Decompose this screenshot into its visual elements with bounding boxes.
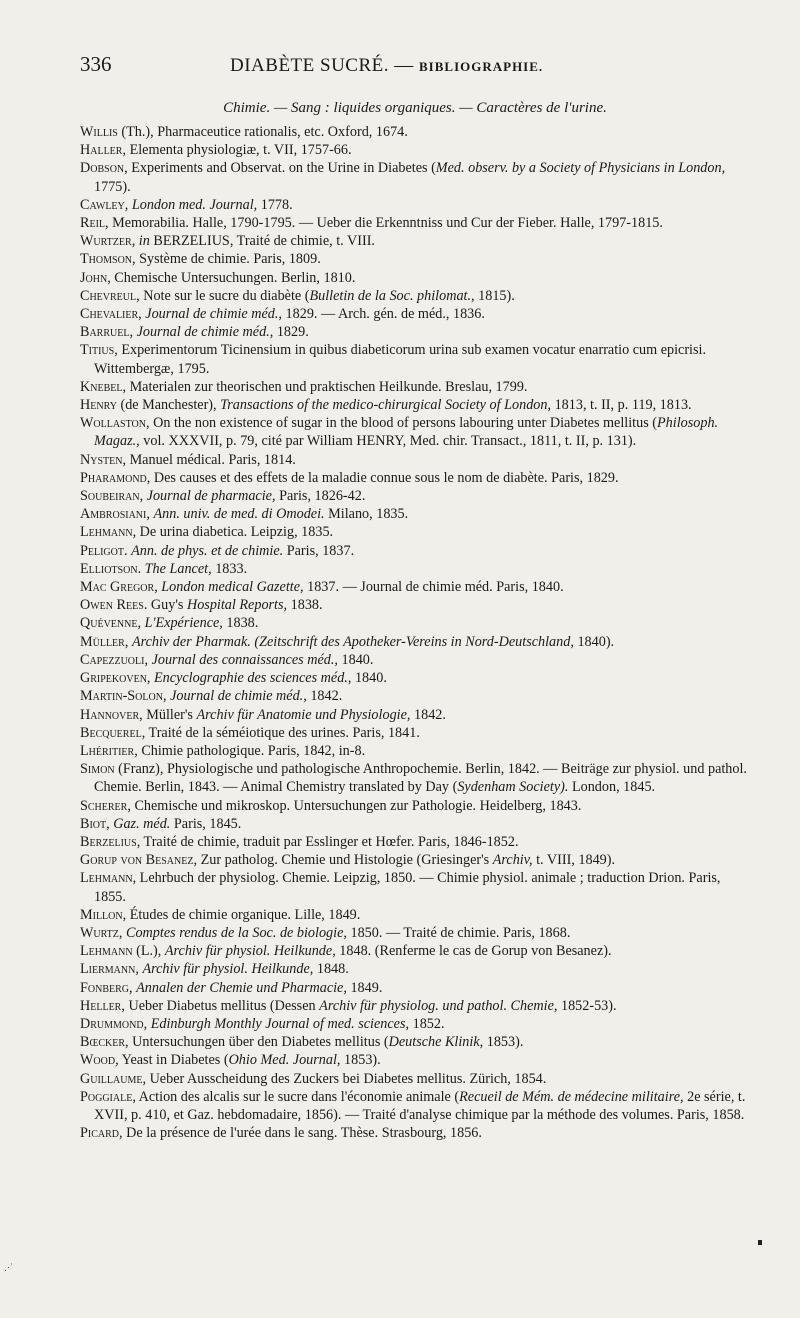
entry-text-continued: 1848. (Renferme le cas de Gorup von Besanez). [335, 943, 612, 960]
entry-author: Wurtzer [80, 233, 132, 250]
entry-author: Heller [80, 997, 122, 1014]
entry-journal-title: Deutsche Klinik, [388, 1034, 484, 1051]
entry-journal-title: Archiv für physiol. Heilkunde, [164, 943, 336, 960]
entry-author: Poggiale [80, 1088, 133, 1105]
entry-author: Pharamond [80, 469, 147, 486]
entry-text: , Materialen zur theorischen und praktischen Heilkunde. Breslau, 1799. [122, 378, 528, 395]
entry-text-continued: Paris, 1826-42. [275, 488, 366, 505]
entry-text-continued: 1837. — Journal de chimie méd. Paris, 1840. [303, 579, 564, 596]
entry-text: , Traité de chimie, traduit par Esslinger et Hœfer. Paris, 1846-1852. [136, 833, 519, 850]
entry-text: , Untersuchungen über den Diabetes mellitus ( [125, 1034, 389, 1051]
bibliography-entry [80, 651, 750, 669]
bibliography-entry [80, 960, 750, 978]
entry-text: , Memorabilia. Halle, 1790-1795. — Ueber die Erkenntniss und Cur der Fieber. Halle, 1797-1815. [105, 215, 663, 232]
bibliography-entry [80, 414, 750, 450]
entry-journal-title: The Lancet, [144, 560, 212, 577]
entry-author: Gripekoven [80, 670, 147, 687]
entry-text: , De urina diabetica. Leipzig, 1835. [132, 524, 334, 541]
entry-journal-title: Ohio Med. Journal, [228, 1052, 341, 1069]
entry-text: (L.), [132, 943, 165, 960]
entry-author: Wood [80, 1052, 116, 1069]
entry-text-continued: vol. XXXVII, p. 79, cité par William HENRY, Med. chir. Transact., 1811, t. II, p. 131). [139, 433, 637, 450]
entry-journal-title: in [138, 233, 150, 250]
bibliography-entry [80, 924, 750, 942]
entry-journal-title: Archiv für Anatomie und Physiologie, [196, 706, 411, 723]
entry-text-continued: 1815). [474, 287, 515, 304]
entry-text: , [129, 324, 137, 341]
entry-text: , Elementa physiologiæ, t. VII, 1757-66. [122, 142, 352, 159]
entry-journal-title: Annalen der Chemie und Pharmacie, [136, 979, 347, 996]
bibliography-entry [80, 1070, 750, 1088]
bibliography-entry [80, 232, 750, 250]
entry-text: , Études de chimie organique. Lille, 1849. [122, 906, 361, 923]
bibliography-entry [80, 469, 750, 487]
entry-text-continued: 1842. [410, 706, 446, 723]
entry-text-continued: 1813, t. II, p. 119, 1813. [551, 397, 692, 414]
bibliography-entry [80, 851, 750, 869]
bibliography-entry [80, 1124, 750, 1142]
chapter-subtitle: BIBLIOGRAPHIE. [419, 59, 544, 74]
entry-text: . Guy's [143, 597, 187, 614]
entry-author: Titius [80, 342, 115, 359]
bibliography-entry [80, 123, 750, 141]
entry-text: , [139, 488, 147, 505]
entry-journal-title: Encyclographie des sciences méd., [154, 670, 352, 687]
entry-author: Willis [80, 124, 118, 140]
entry-text-continued: 1778. [257, 196, 293, 213]
bibliography-entry [80, 196, 750, 214]
entry-author: Owen Rees [80, 597, 144, 614]
entry-author: Müller [80, 633, 125, 650]
entry-author: Becquerel [80, 724, 142, 741]
entry-text: , Ueber Diabetus mellitus (Dessen [121, 997, 320, 1014]
entry-author: Gorup von Besanez [80, 852, 194, 869]
entry-author: Capezzuoli [80, 651, 145, 668]
bibliography-entry [80, 1088, 750, 1124]
entry-author: Lhéritier [80, 742, 135, 759]
bibliography-entry [80, 378, 750, 396]
bibliography-entry [80, 159, 750, 195]
entry-journal-title: Sydenham Society). [457, 779, 569, 796]
bibliography-entry [80, 560, 750, 578]
ink-dot-mark [758, 1240, 762, 1245]
entry-journal-title: Journal de chimie méd., [145, 306, 282, 323]
entry-text: , [143, 1015, 151, 1032]
entry-text: , De la présence de l'urée dans le sang. Thèse. Strasbourg, 1856. [119, 1125, 482, 1142]
entry-text: (Franz), Physiologische und pathologische Anthropochemie. Berlin, 1842. — Beiträge zur physiol. und pathol. Chemie. Berlin, 1843. — Animal Chemistry translated by Day ( [94, 761, 747, 796]
entry-text: , Zur patholog. Chemie und Histologie (Griesinger's [193, 852, 493, 869]
entry-text-continued: 1840. [351, 670, 387, 687]
entry-author: Cawley [80, 196, 125, 213]
bibliography-entry [80, 942, 750, 960]
entry-text-continued: 1850. — Traité de chimie. Paris, 1868. [346, 924, 571, 941]
bibliography-entry [80, 305, 750, 323]
entry-journal-title: London medical Gazette, [161, 579, 304, 596]
entry-author: Dobson [80, 160, 125, 177]
entry-text-continued: 1775). [94, 178, 131, 195]
entry-author: Haller [80, 142, 123, 159]
bibliography-entry [80, 669, 750, 687]
entry-text: , [129, 979, 137, 996]
entry-text: , Chemische und mikroskop. Untersuchungen zur Pathologie. Heidelberg, 1843. [127, 797, 582, 814]
entry-journal-title: Journal des connaissances méd., [151, 651, 338, 668]
entry-journal-title: Ann. de phys. et de chimie. [131, 542, 284, 559]
bibliography-entry [80, 742, 750, 760]
entry-journal-title: Archiv für physiol. Heilkunde, [142, 961, 314, 978]
entry-text-continued: 1852. [409, 1015, 445, 1032]
entry-text: , Chemische Untersuchungen. Berlin, 1810. [107, 269, 356, 286]
entry-text: , [154, 579, 162, 596]
entry-text-continued: 2e série, t. XVII, p. 410, et Gaz. hebdomadaire, 1856). — Traité d'analyse chimique par la méthode des volumes. Paris, 1858. [94, 1088, 746, 1123]
entry-text-continued: 1833. [211, 560, 248, 577]
entry-text-continued: 1840. [337, 651, 374, 668]
bibliography-entry [80, 578, 750, 596]
entry-author: Nysten [80, 451, 123, 468]
entry-author: Martin-Solon [80, 688, 163, 705]
chapter-title: DIABÈTE SUCRÉ. [230, 55, 389, 76]
entry-text-continued: 1829. — Arch. gén. de méd., 1836. [281, 306, 485, 323]
bibliography-entry [80, 797, 750, 815]
entry-journal-title: Med. observ. by a Society of Physicians in London, [435, 160, 726, 177]
entry-text-continued: 1840). [573, 633, 615, 650]
bibliography-entry [80, 596, 750, 614]
entry-journal-title: Journal de chimie méd., [136, 324, 274, 341]
entry-text: , Système de chimie. Paris, 1809. [132, 251, 321, 268]
section-heading: Chimie. — Sang : liquides organiques. — Caractères de l'urine. [223, 100, 607, 116]
bibliography-entry [80, 542, 750, 560]
entry-journal-title: Journal de pharmacie, [146, 488, 276, 505]
bibliography-entry [80, 250, 750, 268]
entry-text-continued: 1838. [222, 615, 259, 632]
bibliography-entry [80, 1015, 750, 1033]
entry-text: , [146, 506, 154, 523]
bibliography-entry [80, 505, 750, 523]
entry-author: Soubeiran [80, 488, 140, 505]
entry-author: Guillaume [80, 1070, 143, 1087]
title-separator: — [394, 55, 414, 76]
entry-text: , Chimie pathologique. Paris, 1842, in-8. [134, 742, 366, 759]
entry-text: , Des causes et des effets de la maladie connue sous le nom de diabète. Paris, 1829. [146, 469, 619, 486]
bibliography-entry [80, 1033, 750, 1051]
entry-text-continued: 1853). [483, 1034, 524, 1051]
entry-author: Wollaston [80, 415, 146, 432]
entry-text: , Experiments and Observat. on the Urine in Diabetes ( [124, 160, 436, 177]
bibliography-entry [80, 487, 750, 505]
entry-text: , Experimentorum Ticinensium in quibus diabeticorum urina sub examen vocatur enarratio cum epicrisi. Wittembergæ, 1795. [94, 342, 707, 377]
entry-text-continued: 1842. [306, 688, 343, 705]
entry-author: Elliotson [80, 560, 138, 577]
entry-journal-title: Philosoph. Magaz., [94, 415, 719, 450]
entry-journal-title: Gaz. méd. [113, 815, 171, 832]
entry-author: John [80, 269, 108, 286]
entry-author: Peligot [80, 542, 124, 559]
entry-text: , [124, 196, 132, 213]
bibliography-entry [80, 287, 750, 305]
entry-text: , [118, 924, 126, 941]
bibliography-entry [80, 269, 750, 287]
bibliography-entry [80, 323, 750, 341]
entry-text: , Note sur le sucre du diabète ( [136, 287, 310, 304]
entry-text-continued: t. VIII, 1849). [532, 852, 616, 869]
entry-author: Lehmann [80, 524, 133, 541]
bibliography-entry [80, 833, 750, 851]
bibliography-list [80, 123, 750, 1142]
entry-text: , Müller's [139, 706, 197, 723]
entry-text: , Lehrbuch der physiolog. Chemie. Leipzig, 1850. — Chimie physiol. animale ; traduction Drion. Paris, 1855. [94, 870, 721, 905]
entry-author: Henry [80, 397, 117, 414]
entry-author: Millon [80, 906, 123, 923]
entry-journal-title: Recueil de Mém. de médecine militaire, [459, 1088, 684, 1105]
bibliography-entry [80, 760, 750, 796]
entry-text: , [124, 633, 132, 650]
entry-author: Knebel [80, 378, 123, 395]
entry-text: . [124, 542, 132, 559]
entry-journal-title: Hospital Reports, [186, 597, 288, 614]
bibliography-entry [80, 614, 750, 632]
entry-author: Chevreul [80, 287, 137, 304]
entry-journal-title: Archiv für physiolog. und pathol. Chemie, [319, 997, 558, 1014]
entry-text: (de Manchester), [116, 397, 221, 414]
entry-text: , [162, 688, 171, 705]
entry-text: , Ueber Ausscheidung des Zuckers bei Diabetes mellitus. Zürich, 1854. [142, 1070, 547, 1087]
entry-journal-title: Bulletin de la Soc. philomat., [309, 287, 475, 304]
entry-text: , [106, 815, 114, 832]
bibliography-entry [80, 523, 750, 541]
bibliography-entry [80, 687, 750, 705]
entry-text-continued: 1848. [313, 961, 349, 978]
entry-text: , Traité de la séméiotique des urines. Paris, 1841. [141, 724, 420, 741]
entry-text-continued: 1838. [287, 597, 323, 614]
entry-author: Hannover [80, 706, 140, 723]
entry-author: Fonberg [80, 979, 130, 996]
entry-journal-title: Archiv, [492, 852, 533, 869]
bibliography-entry [80, 396, 750, 414]
entry-author: Wurtz [80, 924, 119, 941]
entry-journal-title: Edinburgh Monthly Journal of med. sciences, [150, 1015, 410, 1032]
bibliography-entry [80, 997, 750, 1015]
entry-author: Picard [80, 1125, 120, 1142]
entry-author: Drummond [80, 1015, 144, 1032]
entry-text-continued: 1829. [273, 324, 309, 341]
entry-author: Lehmann [80, 943, 133, 960]
entry-author: Scherer [80, 797, 128, 814]
entry-author: Simon [80, 761, 115, 778]
entry-text: . [137, 560, 145, 577]
entry-text-continued: 1849. [346, 979, 383, 996]
bibliography-entry [80, 815, 750, 833]
entry-author: Ambrosiani [80, 506, 147, 523]
entry-author: Chevalier [80, 306, 139, 323]
entry-author: Thomson [80, 251, 133, 268]
bibliography-entry [80, 141, 750, 159]
entry-author: Biot [80, 815, 107, 832]
entry-text: , On the non existence of sugar in the blood of persons labouring unter Diabetes mellitus ( [145, 415, 658, 432]
entry-author: Berzelius [80, 833, 137, 850]
entry-text: , Manuel médical. Paris, 1814. [122, 451, 296, 468]
entry-text-continued: Milano, 1835. [324, 506, 409, 523]
bibliography-entry [80, 869, 750, 905]
entry-author: Reil [80, 215, 106, 232]
entry-text-continued: Paris, 1837. [283, 542, 355, 559]
entry-journal-title: London med. Journal, [131, 196, 258, 213]
entry-journal-title: Ann. univ. de med. di Omodei. [153, 506, 325, 523]
entry-text: , [131, 233, 139, 250]
entry-author: Lehmann [80, 870, 133, 887]
entry-text: , [137, 615, 145, 632]
entry-journal-title: Journal de chimie méd., [170, 688, 307, 705]
entry-journal-title: Comptes rendus de la Soc. de biologie, [126, 924, 347, 941]
entry-text: , [144, 651, 152, 668]
entry-journal-title: L'Expérience, [144, 615, 223, 632]
entry-journal-title: Transactions of the medico-chirurgical Society of London, [220, 397, 552, 414]
running-header [80, 52, 750, 92]
running-title [230, 55, 543, 77]
entry-text: , [135, 961, 143, 978]
entry-author: Liermann [80, 961, 136, 978]
bibliography-entry [80, 1051, 750, 1069]
bibliography-entry [80, 906, 750, 924]
paper-speck-mark: ⋰ [4, 1262, 13, 1272]
entry-text: (Th.), Pharmaceutice rationalis, etc. Oxford, 1674. [117, 124, 408, 140]
entry-text-continued: London, 1845. [568, 779, 656, 796]
bibliography-entry [80, 214, 750, 232]
entry-text: , [146, 670, 155, 687]
bibliography-entry [80, 706, 750, 724]
entry-text: , [138, 306, 146, 323]
entry-author: Quévenne [80, 615, 138, 632]
entry-text-continued: BERZELIUS, Traité de chimie, t. VIII. [149, 233, 375, 250]
bibliography-entry [80, 724, 750, 742]
entry-text: , Action des alcalis sur le sucre dans l'économie animale ( [132, 1088, 460, 1105]
page-number: 336 [80, 52, 112, 76]
entry-author: Barruel [80, 324, 130, 341]
entry-text-continued: 1853). [340, 1052, 381, 1069]
entry-text: , Yeast in Diabetes ( [115, 1052, 229, 1069]
bibliography-entry [80, 633, 750, 651]
entry-journal-title: Archiv der Pharmak. (Zeitschrift des Apotheker-Vereins in Nord-Deutschland, [131, 633, 574, 650]
entry-author: Mac Gregor [80, 579, 155, 596]
bibliography-entry [80, 341, 750, 377]
bibliography-entry [80, 979, 750, 997]
entry-text-continued: Paris, 1845. [170, 815, 242, 832]
entry-author: Bœcker [80, 1034, 126, 1051]
bibliography-entry [80, 451, 750, 469]
entry-text-continued: 1852-53). [557, 997, 617, 1014]
